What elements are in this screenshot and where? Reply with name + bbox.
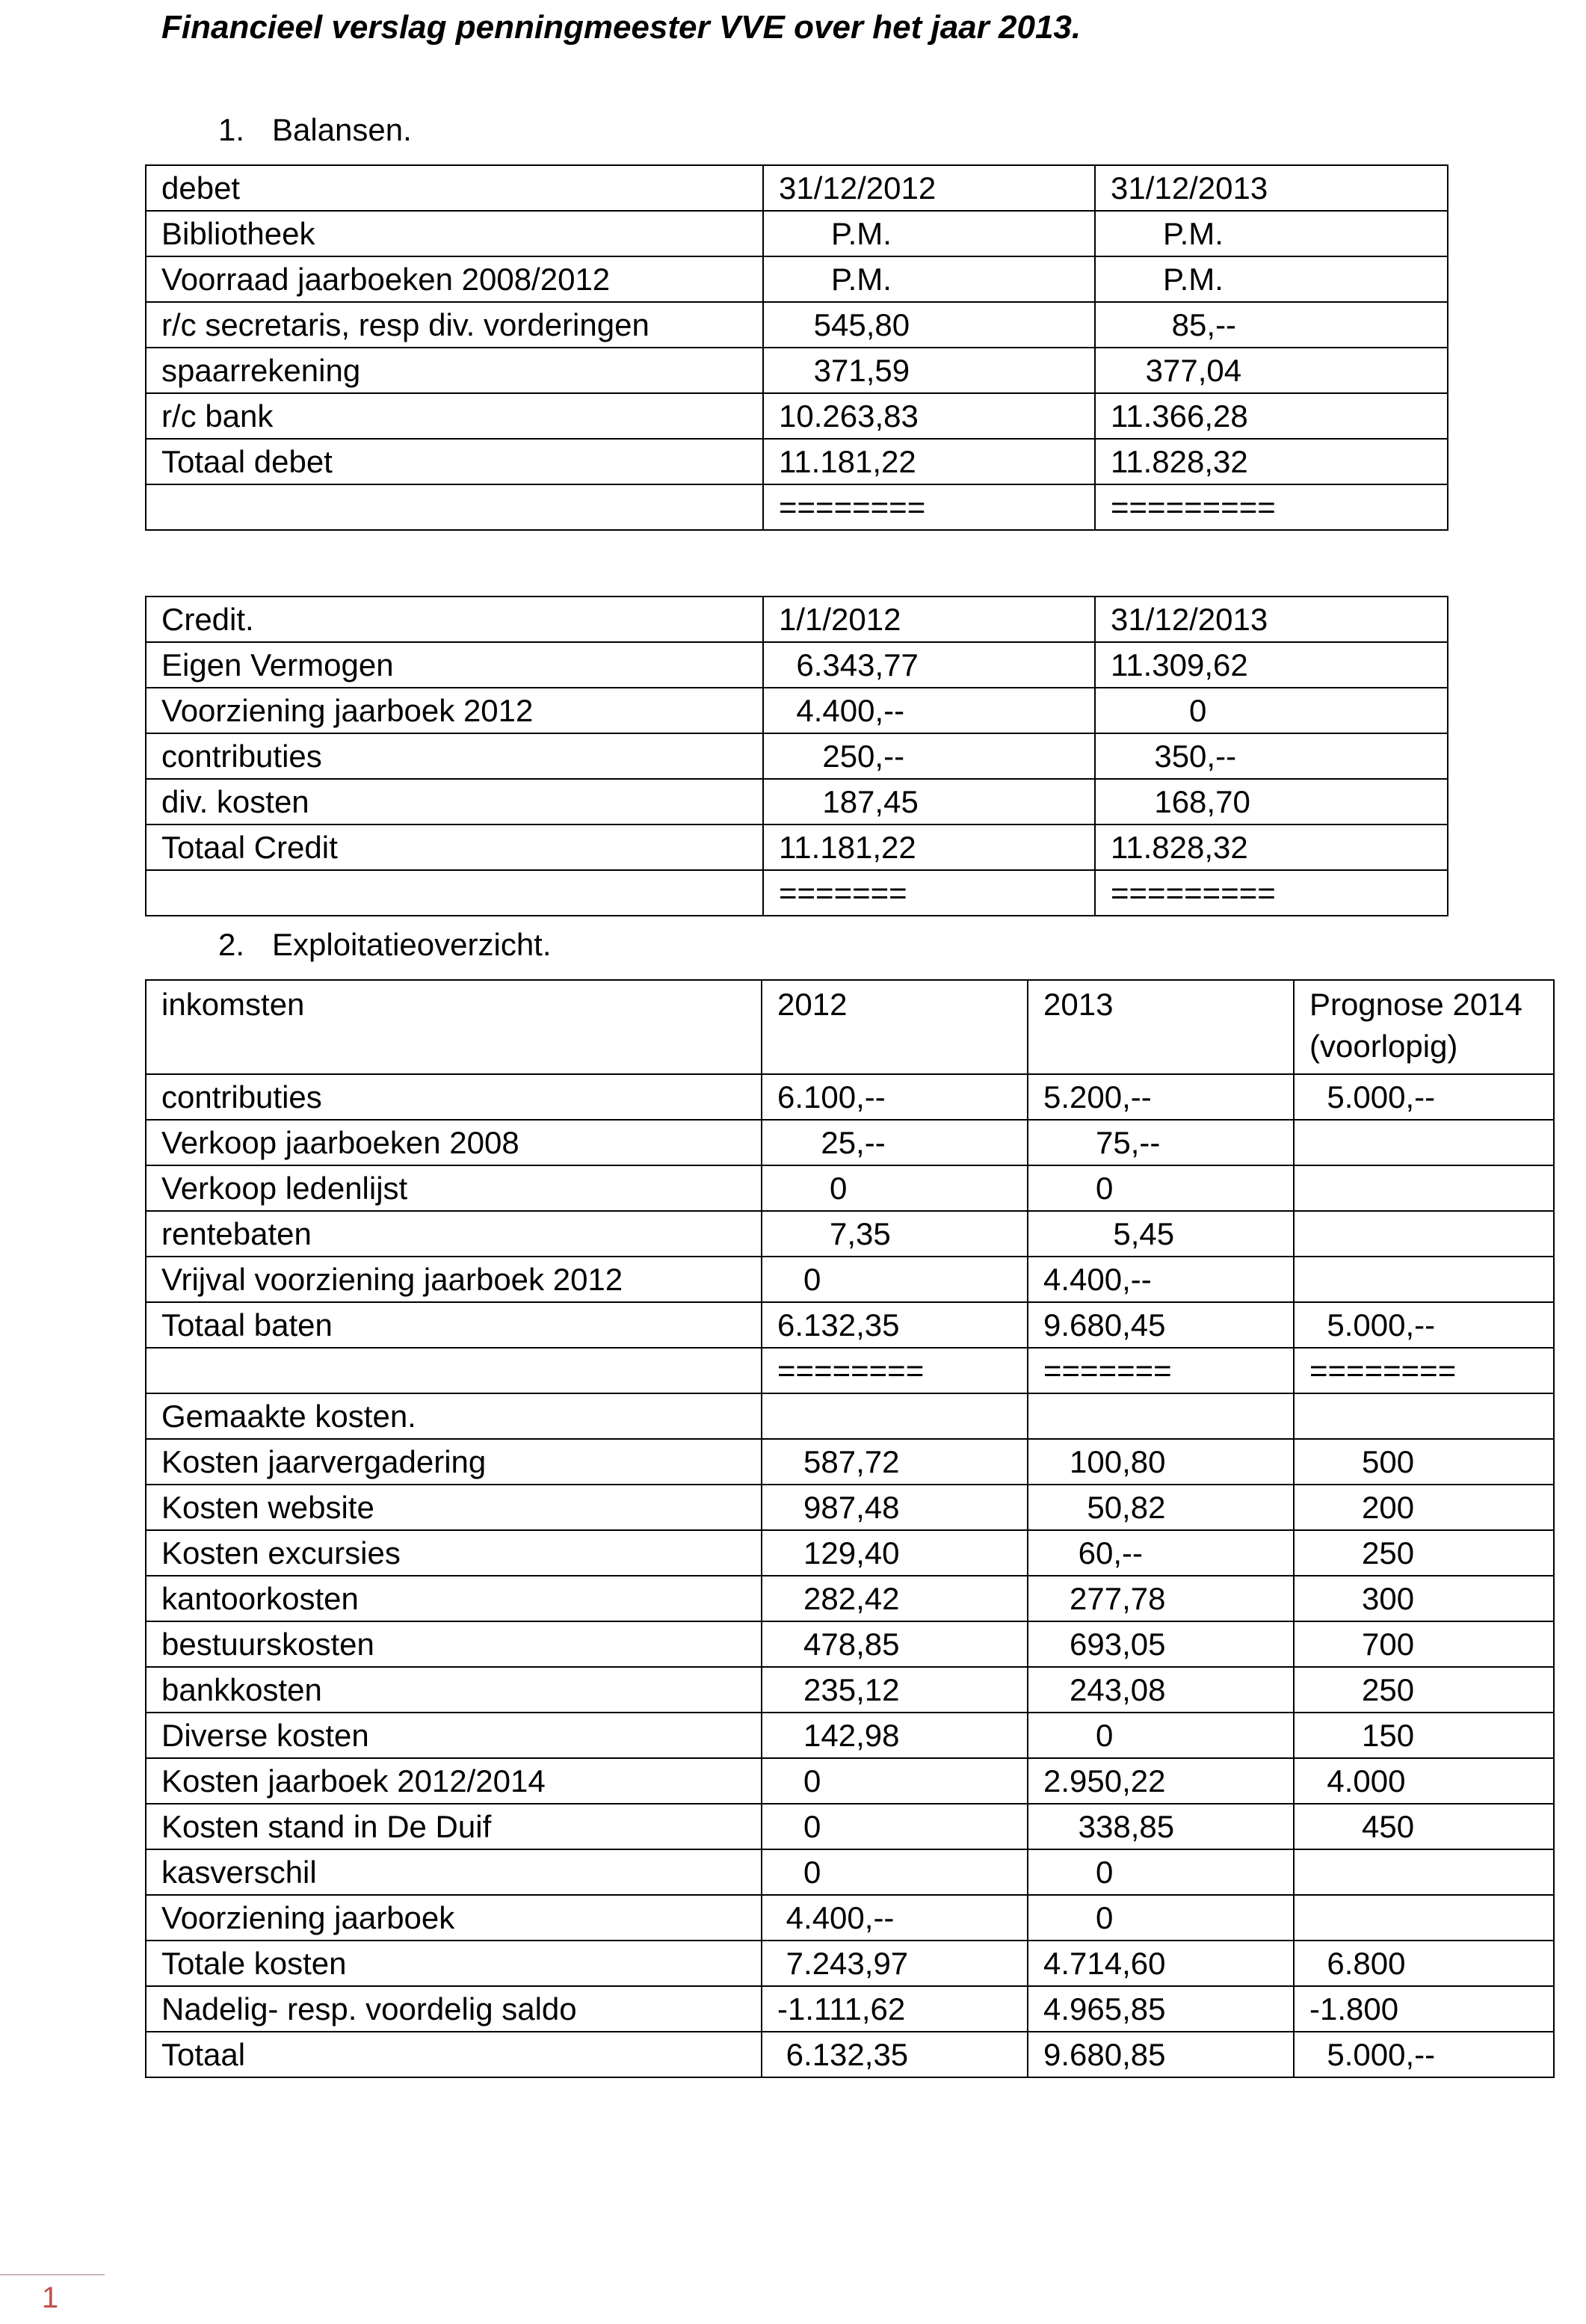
table-row	[146, 642, 1448, 688]
table-cell: 200	[1294, 1485, 1554, 1530]
section-number: 2.	[218, 927, 245, 962]
table-cell: Kosten jaarvergadering	[146, 1439, 762, 1485]
table-cell: 0	[762, 1758, 1028, 1804]
column-header: inkomsten	[146, 980, 762, 1074]
table-cell: contributies	[146, 733, 763, 779]
table-cell	[1294, 1165, 1554, 1211]
table-cell: 300	[1294, 1576, 1554, 1621]
footer-divider	[0, 2274, 105, 2275]
table-cell: 0	[1028, 1849, 1294, 1895]
table-row	[146, 393, 1448, 439]
table-cell: Credit.	[146, 597, 763, 642]
section-label: Balansen.	[272, 112, 412, 147]
table-cell	[1028, 1393, 1294, 1439]
table-cell: 5.000,--	[1294, 1302, 1554, 1348]
table-cell: 587,72	[762, 1439, 1028, 1485]
table-cell: Diverse kosten	[146, 1713, 762, 1758]
table-cell	[762, 1393, 1028, 1439]
table-cell: 11.828,32	[1095, 825, 1448, 870]
table-cell: 11.181,22	[763, 439, 1095, 484]
table-cell: =========	[1095, 870, 1448, 916]
table-cell: 6.132,35	[762, 2032, 1028, 2077]
table-cell: Kosten website	[146, 1485, 762, 1530]
table-cell: 11.366,28	[1095, 393, 1448, 439]
table-cell: r/c secretaris, resp div. vorderingen	[146, 302, 763, 348]
table-cell: 129,40	[762, 1530, 1028, 1576]
table-cell: 4.000	[1294, 1758, 1554, 1804]
table-cell: 545,80	[763, 302, 1095, 348]
column-header: 2013	[1028, 980, 1294, 1074]
table-cell: 150	[1294, 1713, 1554, 1758]
table-cell: 338,85	[1028, 1804, 1294, 1849]
table-cell: 235,12	[762, 1667, 1028, 1713]
table-row	[146, 2032, 1554, 2077]
balance-debet-body	[146, 165, 1448, 530]
table-row	[146, 1895, 1554, 1941]
table-cell: bankkosten	[146, 1667, 762, 1713]
table-cell: P.M.	[763, 211, 1095, 256]
table-cell	[146, 870, 763, 916]
table-cell: 0	[762, 1257, 1028, 1302]
table-cell: 700	[1294, 1621, 1554, 1667]
table-cell: 9.680,45	[1028, 1302, 1294, 1348]
table-row	[146, 211, 1448, 256]
table-cell: 60,--	[1028, 1530, 1294, 1576]
table-row	[146, 1986, 1554, 2032]
table-cell: 4.400,--	[762, 1895, 1028, 1941]
table-cell: ========	[762, 1348, 1028, 1393]
table-cell: ========	[763, 484, 1095, 530]
table-cell: 6.132,35	[762, 1302, 1028, 1348]
table-row	[146, 484, 1448, 530]
table-row	[146, 1439, 1554, 1485]
section-number: 1.	[218, 112, 245, 147]
table-cell: -1.111,62	[762, 1986, 1028, 2032]
table-row	[146, 1348, 1554, 1393]
table-cell: 0	[1028, 1713, 1294, 1758]
table-header-row	[146, 980, 1554, 1074]
table-cell: Totaal debet	[146, 439, 763, 484]
table-cell: =======	[1028, 1348, 1294, 1393]
table-cell	[1294, 1120, 1554, 1165]
table-cell: 31/12/2013	[1095, 165, 1448, 211]
table-cell: 168,70	[1095, 779, 1448, 825]
table-cell: contributies	[146, 1074, 762, 1120]
table-row	[146, 1576, 1554, 1621]
table-row	[146, 1211, 1554, 1257]
table-cell: 85,--	[1095, 302, 1448, 348]
table-cell	[146, 484, 763, 530]
table-cell: 250	[1294, 1667, 1554, 1713]
table-cell: 10.263,83	[763, 393, 1095, 439]
table-cell: 693,05	[1028, 1621, 1294, 1667]
table-cell: Vrijval voorziening jaarboek 2012	[146, 1257, 762, 1302]
section-label: Exploitatieoverzicht.	[272, 927, 552, 962]
table-cell: 4.714,60	[1028, 1941, 1294, 1986]
table-row	[146, 779, 1448, 825]
table-cell: 7.243,97	[762, 1941, 1028, 1986]
table-cell	[1294, 1211, 1554, 1257]
table-cell: Voorziening jaarboek 2012	[146, 688, 763, 733]
table-row	[146, 1758, 1554, 1804]
table-row	[146, 1257, 1554, 1302]
table-cell: Kosten stand in De Duif	[146, 1804, 762, 1849]
table-cell: Voorraad jaarboeken 2008/2012	[146, 256, 763, 302]
table-row	[146, 165, 1448, 211]
table-cell: 500	[1294, 1439, 1554, 1485]
table-cell: 187,45	[763, 779, 1095, 825]
table-row	[146, 1621, 1554, 1667]
table-row	[146, 1074, 1554, 1120]
table-row	[146, 256, 1448, 302]
table-cell	[146, 1348, 762, 1393]
table-cell: 1/1/2012	[763, 597, 1095, 642]
table-cell: -1.800	[1294, 1986, 1554, 2032]
table-cell: 377,04	[1095, 348, 1448, 393]
column-header: Prognose 2014 (voorlopig)	[1294, 980, 1554, 1074]
table-cell: 450	[1294, 1804, 1554, 1849]
table-cell: 4.400,--	[1028, 1257, 1294, 1302]
table-cell: kasverschil	[146, 1849, 762, 1895]
table-cell: 277,78	[1028, 1576, 1294, 1621]
exploitation-body	[146, 980, 1554, 2077]
table-row	[146, 1302, 1554, 1348]
table-cell: 350,--	[1095, 733, 1448, 779]
table-cell: 371,59	[763, 348, 1095, 393]
table-row	[146, 825, 1448, 870]
table-cell: 243,08	[1028, 1667, 1294, 1713]
table-cell: 31/12/2012	[763, 165, 1095, 211]
page-number: 1	[42, 2281, 59, 2314]
table-row	[146, 1530, 1554, 1576]
table-row	[146, 597, 1448, 642]
table-cell: 5.000,--	[1294, 1074, 1554, 1120]
table-cell: Totale kosten	[146, 1941, 762, 1986]
table-cell: Totaal baten	[146, 1302, 762, 1348]
table-cell: 478,85	[762, 1621, 1028, 1667]
table-cell: Verkoop jaarboeken 2008	[146, 1120, 762, 1165]
table-cell: Kosten jaarboek 2012/2014	[146, 1758, 762, 1804]
table-row	[146, 439, 1448, 484]
table-cell: =======	[763, 870, 1095, 916]
table-cell: 11.309,62	[1095, 642, 1448, 688]
table-cell: 100,80	[1028, 1439, 1294, 1485]
table-cell: Eigen Vermogen	[146, 642, 763, 688]
table-row	[146, 1165, 1554, 1211]
table-cell: Bibliotheek	[146, 211, 763, 256]
table-cell: div. kosten	[146, 779, 763, 825]
table-cell: 6.100,--	[762, 1074, 1028, 1120]
table-cell: 11.828,32	[1095, 439, 1448, 484]
balance-credit-table	[145, 596, 1448, 916]
balance-debet-table	[145, 164, 1448, 531]
table-cell: Verkoop ledenlijst	[146, 1165, 762, 1211]
table-cell: 5,45	[1028, 1211, 1294, 1257]
table-cell: Totaal Credit	[146, 825, 763, 870]
table-row	[146, 1393, 1554, 1439]
table-cell: P.M.	[1095, 256, 1448, 302]
table-cell: Nadelig- resp. voordelig saldo	[146, 1986, 762, 2032]
table-cell: rentebaten	[146, 1211, 762, 1257]
table-row	[146, 302, 1448, 348]
table-cell: 75,--	[1028, 1120, 1294, 1165]
table-cell: 6.343,77	[763, 642, 1095, 688]
table-cell: 250	[1294, 1530, 1554, 1576]
table-cell: kantoorkosten	[146, 1576, 762, 1621]
table-cell: 4.965,85	[1028, 1986, 1294, 2032]
table-row	[146, 870, 1448, 916]
table-cell: 0	[762, 1849, 1028, 1895]
table-cell: 11.181,22	[763, 825, 1095, 870]
table-row	[146, 1485, 1554, 1530]
table-cell: bestuurskosten	[146, 1621, 762, 1667]
exploitation-table	[145, 979, 1555, 2078]
table-cell: P.M.	[763, 256, 1095, 302]
table-cell: ========	[1294, 1348, 1554, 1393]
table-cell	[1294, 1393, 1554, 1439]
table-cell: 9.680,85	[1028, 2032, 1294, 2077]
table-cell: P.M.	[1095, 211, 1448, 256]
table-row	[146, 733, 1448, 779]
table-cell: 5.000,--	[1294, 2032, 1554, 2077]
table-row	[146, 688, 1448, 733]
table-cell: 6.800	[1294, 1941, 1554, 1986]
table-cell: 987,48	[762, 1485, 1028, 1530]
table-cell: =========	[1095, 484, 1448, 530]
table-cell: 0	[1028, 1895, 1294, 1941]
table-cell: 25,--	[762, 1120, 1028, 1165]
table-cell: Gemaakte kosten.	[146, 1393, 762, 1439]
table-cell: 2.950,22	[1028, 1758, 1294, 1804]
table-cell: 0	[762, 1804, 1028, 1849]
table-cell: 282,42	[762, 1576, 1028, 1621]
table-row	[146, 1713, 1554, 1758]
table-cell: spaarrekening	[146, 348, 763, 393]
table-cell: 31/12/2013	[1095, 597, 1448, 642]
table-cell: 142,98	[762, 1713, 1028, 1758]
table-row	[146, 1849, 1554, 1895]
report-title: Financieel verslag penningmeester VVE over het jaar 2013.	[161, 9, 1081, 46]
table-row	[146, 1804, 1554, 1849]
table-cell: 0	[1028, 1165, 1294, 1211]
table-cell	[1294, 1257, 1554, 1302]
table-cell: 5.200,--	[1028, 1074, 1294, 1120]
table-cell: 250,--	[763, 733, 1095, 779]
table-cell: r/c bank	[146, 393, 763, 439]
table-cell: Totaal	[146, 2032, 762, 2077]
section-heading-exploitatie	[218, 927, 552, 963]
table-cell: debet	[146, 165, 763, 211]
table-cell	[1294, 1849, 1554, 1895]
table-cell: Voorziening jaarboek	[146, 1895, 762, 1941]
section-heading-balansen	[218, 112, 412, 148]
table-row	[146, 1667, 1554, 1713]
table-cell	[1294, 1895, 1554, 1941]
column-header: 2012	[762, 980, 1028, 1074]
table-cell: 7,35	[762, 1211, 1028, 1257]
table-cell: Kosten excursies	[146, 1530, 762, 1576]
table-cell: 4.400,--	[763, 688, 1095, 733]
table-row	[146, 348, 1448, 393]
table-row	[146, 1120, 1554, 1165]
table-cell: 50,82	[1028, 1485, 1294, 1530]
table-row	[146, 1941, 1554, 1986]
balance-credit-body	[146, 597, 1448, 916]
table-cell: 0	[1095, 688, 1448, 733]
table-cell: 0	[762, 1165, 1028, 1211]
